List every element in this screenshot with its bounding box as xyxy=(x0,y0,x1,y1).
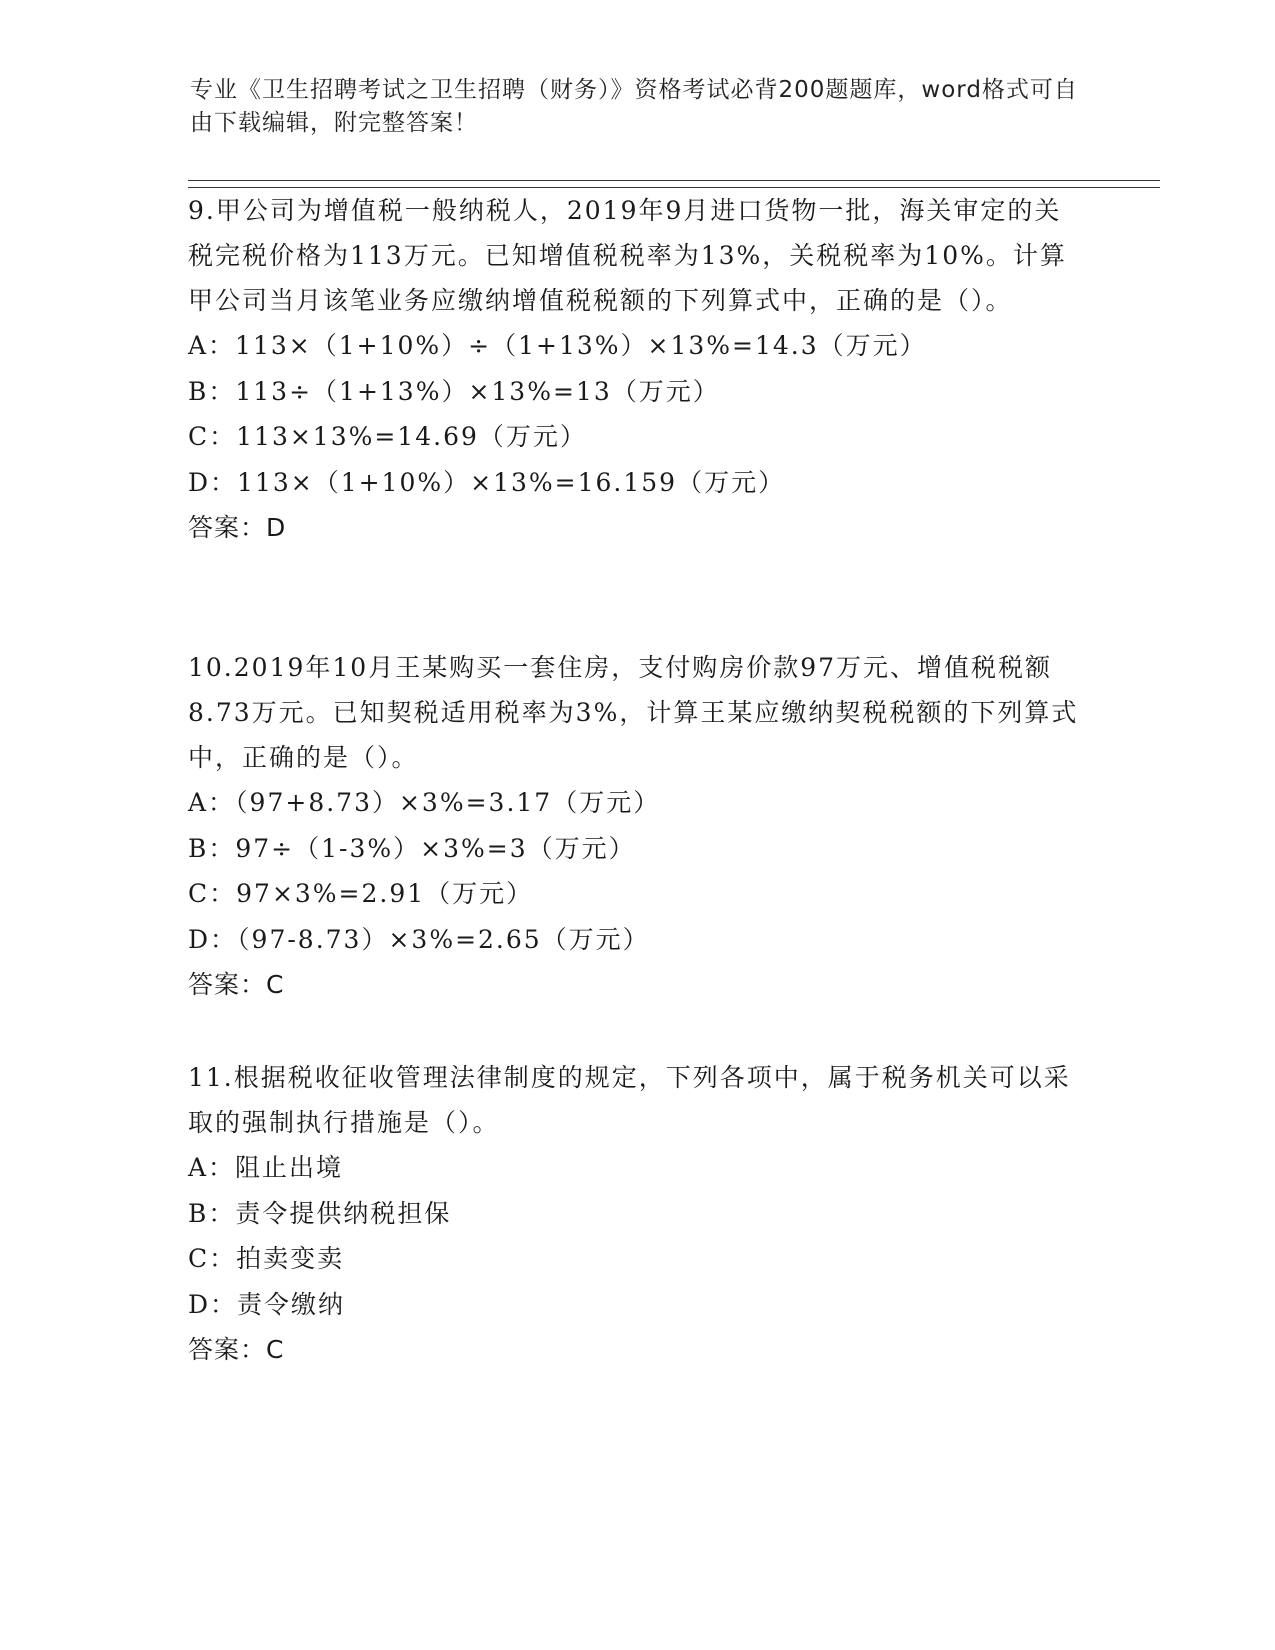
question-10 xyxy=(188,645,1088,1007)
document-header: 专业《卫生招聘考试之卫生招聘（财务）》资格考试必背200题题库，word格式可自由下载编辑，附完整答案！ xyxy=(190,77,1078,136)
question-9 xyxy=(188,188,1088,550)
option-b: B：97÷（1-3%）×3%=3（万元） xyxy=(188,833,636,863)
option-b: B：责令提供纳税担保 xyxy=(188,1198,452,1228)
option-d: D：（97-8.73）×3%=2.65（万元） xyxy=(188,924,650,954)
question-11 xyxy=(188,1055,1088,1372)
option-c: C：拍卖变卖 xyxy=(188,1244,345,1273)
option-b: B：113÷（1+13%）×13%=13（万元） xyxy=(188,376,720,406)
option-a: A：阻止出境 xyxy=(188,1153,344,1182)
header-divider xyxy=(188,180,1160,188)
answer: 答案：C xyxy=(188,1335,285,1364)
option-a: A：113×（1+10%）÷（1+13%）×13%=14.3（万元） xyxy=(188,331,927,360)
option-c: C：113×13%=14.69（万元） xyxy=(188,422,587,451)
option-c: C：97×3%=2.91（万元） xyxy=(188,879,534,908)
question-stem: 9.甲公司为增值税一般纳税人，2019年9月进口货物一批，海关审定的关税完税价格为113万元。已知增值税税率为13%，关税税率为10%。计算甲公司当月该笔业务应缴纳增值税税额的下列算式中，正确的是（）。 xyxy=(188,196,1067,315)
answer: 答案：D xyxy=(188,513,287,542)
option-d: D：113×（1+10%）×13%=16.159（万元） xyxy=(188,467,786,497)
answer: 答案：C xyxy=(188,970,285,999)
question-stem: 10.2019年10月王某购买一套住房，支付购房价款97万元、增值税税额8.73万元。已知契税适用税率为3%，计算王某应缴纳契税税额的下列算式中，正确的是（）。 xyxy=(188,653,1079,772)
option-d: D：责令缴纳 xyxy=(188,1289,346,1319)
option-a: A：（97+8.73）×3%=3.17（万元） xyxy=(188,788,661,817)
question-stem: 11.根据税收征收管理法律制度的规定，下列各项中，属于税务机关可以采取的强制执行措施是（）。 xyxy=(188,1063,1071,1137)
